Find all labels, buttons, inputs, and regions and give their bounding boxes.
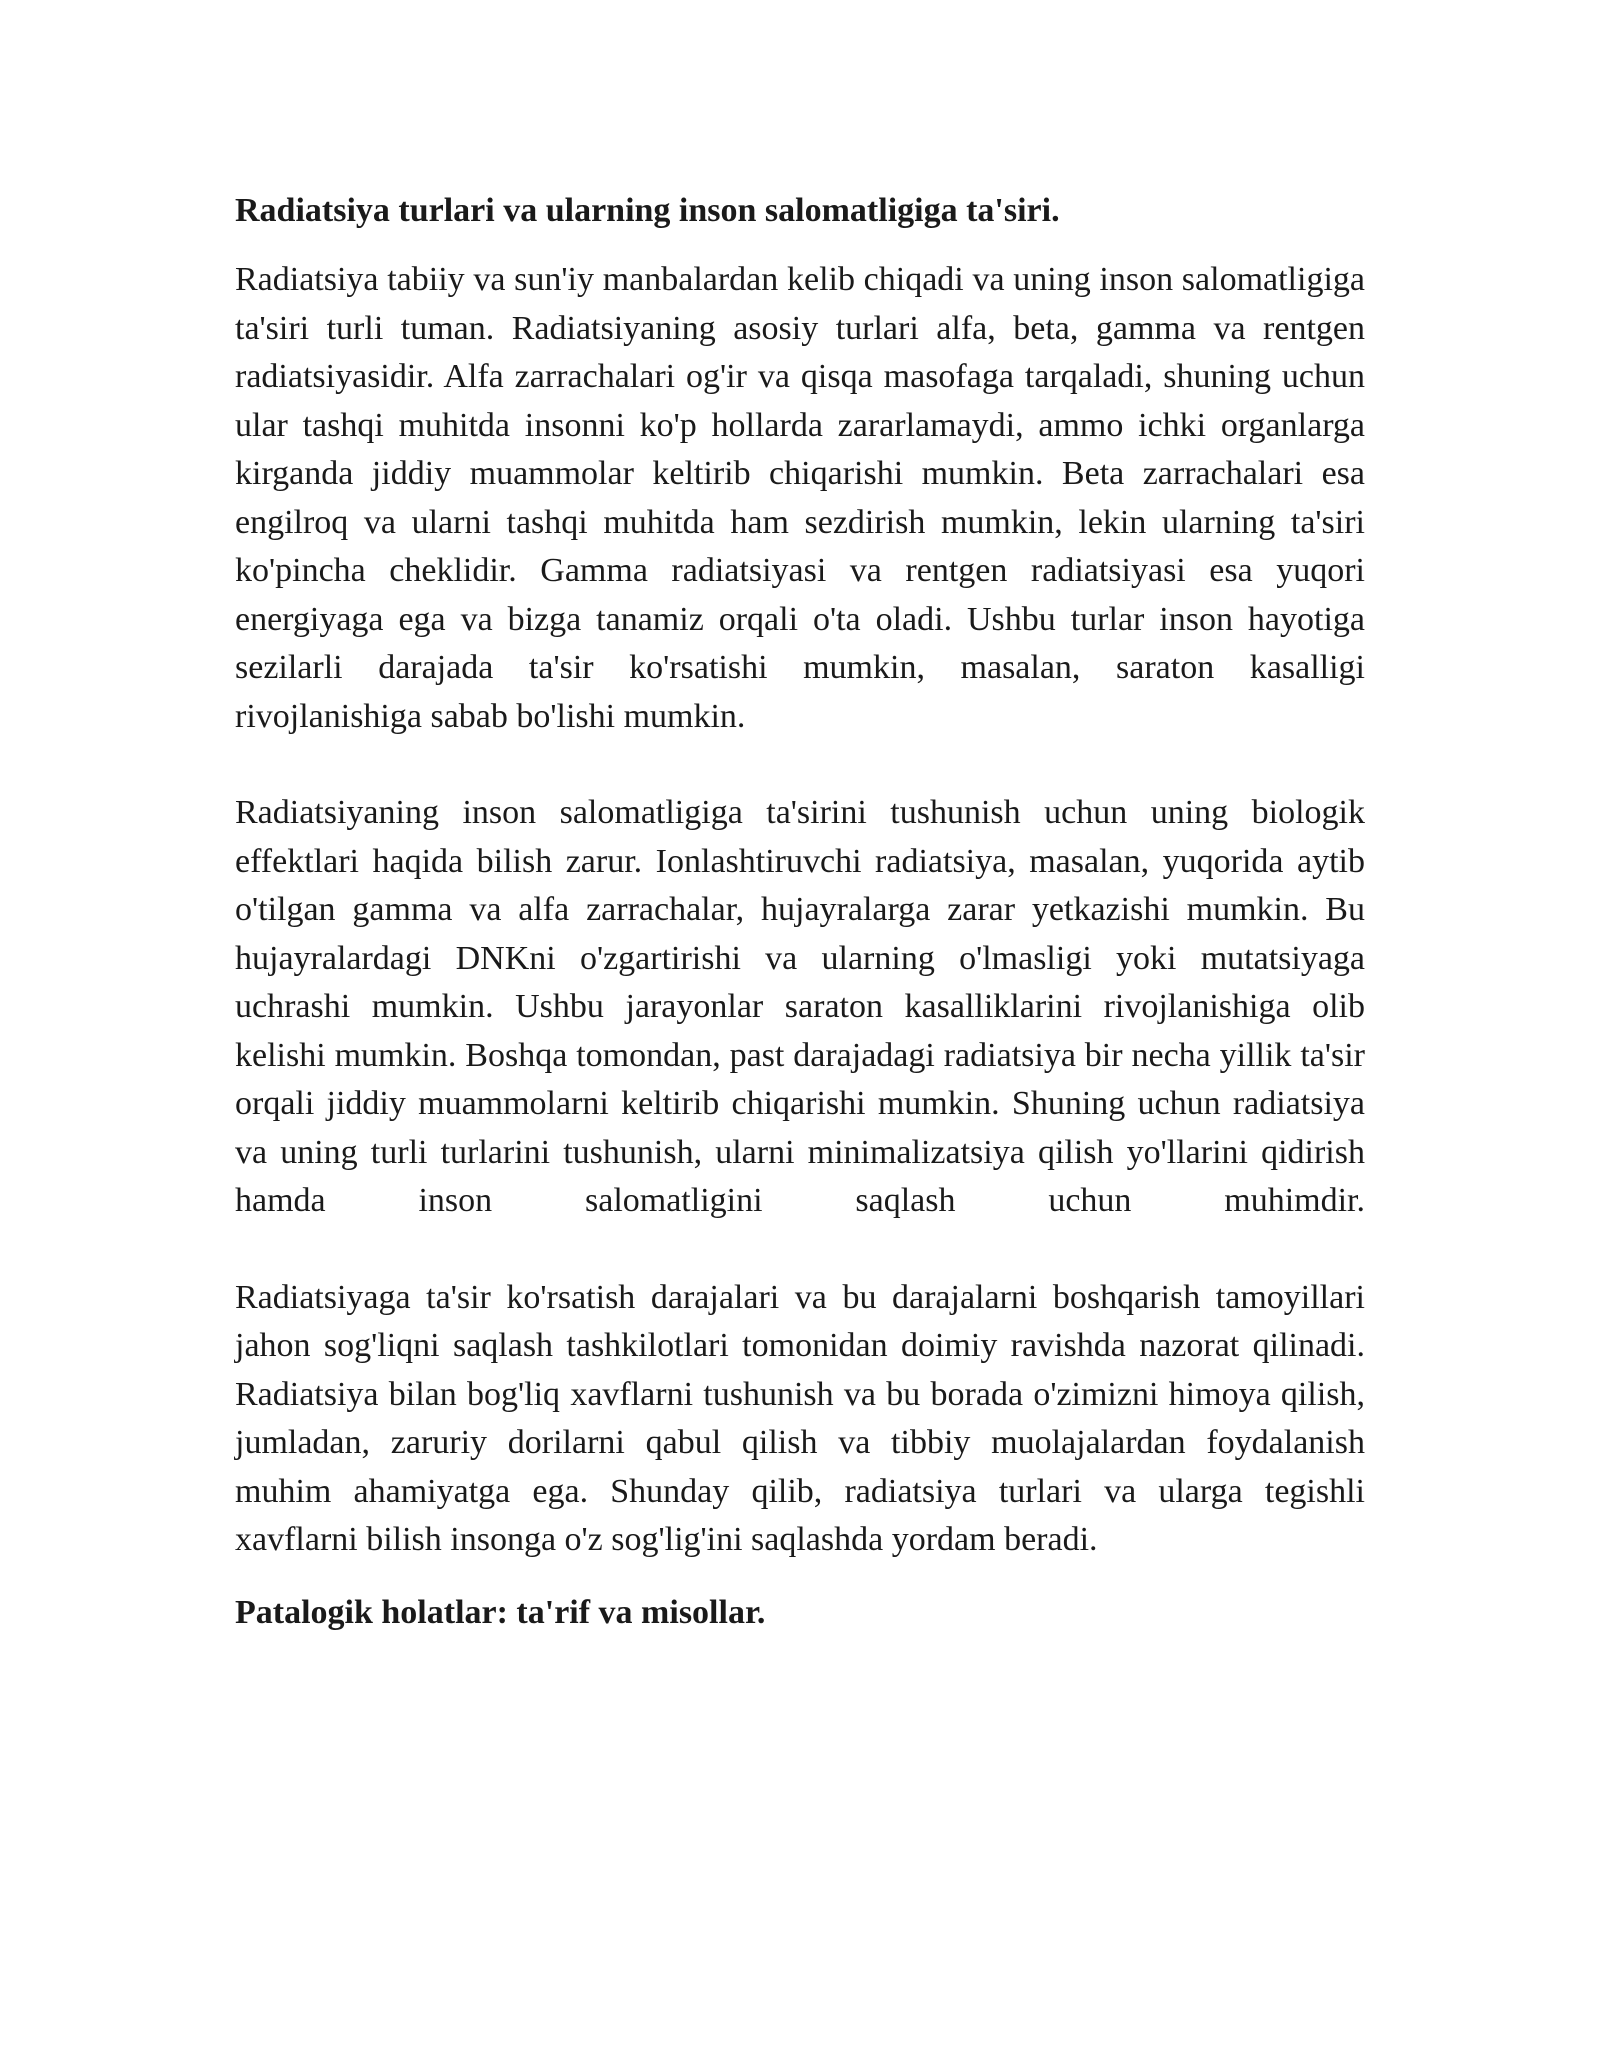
section-title: Radiatsiya turlari va ularning inson salomatligiga ta'siri.	[235, 192, 1060, 229]
next-section-title: Patalogik holatlar: ta'rif va misollar.	[235, 1593, 766, 1631]
paragraph-radiation-types: Radiatsiya tabiiy va sun'iy manbalardan kelib chiqadi va uning inson salomatligiga ta'siri turli tuman. Radiatsiyaning asosiy turlari alfa, beta, gamma va rentgen radiatsiyasidir. Alfa zarrachalari og'ir va qisqa masofaga tarqaladi, shuning uchun ular tashqi muhitda insonni ko'p hollarda zararlamaydi, ammo ichki organlarga kirganda jiddiy muammolar keltirib chiqarishi mumkin. Beta zarrachalari esa engilroq va ularni tashqi muhitda ham sezdirish mumkin, lekin ularning ta'siri ko'pincha cheklidir. Gamma radiatsiyasi va rentgen radiatsiyasi esa yuqori energiyaga ega va bizga tanamiz orqali o'ta oladi. Ushbu turlar inson hayotiga sezilarli darajada ta'sir ko'rsatishi mumkin, masalan, saraton kasalligi rivojlanishiga sabab bo'lishi mumkin.	[235, 261, 1365, 735]
paragraph-biological-effects: Radiatsiyaning inson salomatligiga ta'sirini tushunish uchun uning biologik effektlari haqida bilish zarur. Ionlashtiruvchi radiatsiya, masalan, yuqorida aytib o'tilgan gamma va alfa zarrachalar, hujayralarga zarar yetkazishi mumkin. Bu hujayralardagi DNKni o'zgartirishi va ularning o'lmasligi yoki mutatsiyaga uchrashi mumkin. Ushbu jarayonlar saraton kasalliklarini rivojlanishiga olib kelishi mumkin. Boshqa tomondan, past darajadagi radiatsiya bir necha yillik ta'sir orqali jiddiy muammolarni keltirib chiqarishi mumkin. Shuning uchun radiatsiya va uning turli turlarini tushunish, ularni minimalizatsiya qilish yo'llarini qidirish hamda inson salomatligini saqlash uchun muhimdir.	[235, 794, 1365, 1219]
paragraph-exposure-control: Radiatsiyaga ta'sir ko'rsatish darajalari va bu darajalarni boshqarish tamoyillari jahon sog'liqni saqlash tashkilotlari tomonidan doimiy ravishda nazorat qilinadi. Radiatsiya bilan bog'liq xavflarni tushunish va bu borada o'zimizni himoya qilish, jumladan, zaruriy dorilarni qabul qilish va tibbiy muolajalardan foydalanish muhim ahamiyatga ega. Shunday qilib, radiatsiya turlari va ularga tegishli xavflarni bilish insonga o'z sog'lig'ini saqlashda yordam beradi.	[235, 1278, 1365, 1558]
document-page	[235, 187, 1365, 1637]
